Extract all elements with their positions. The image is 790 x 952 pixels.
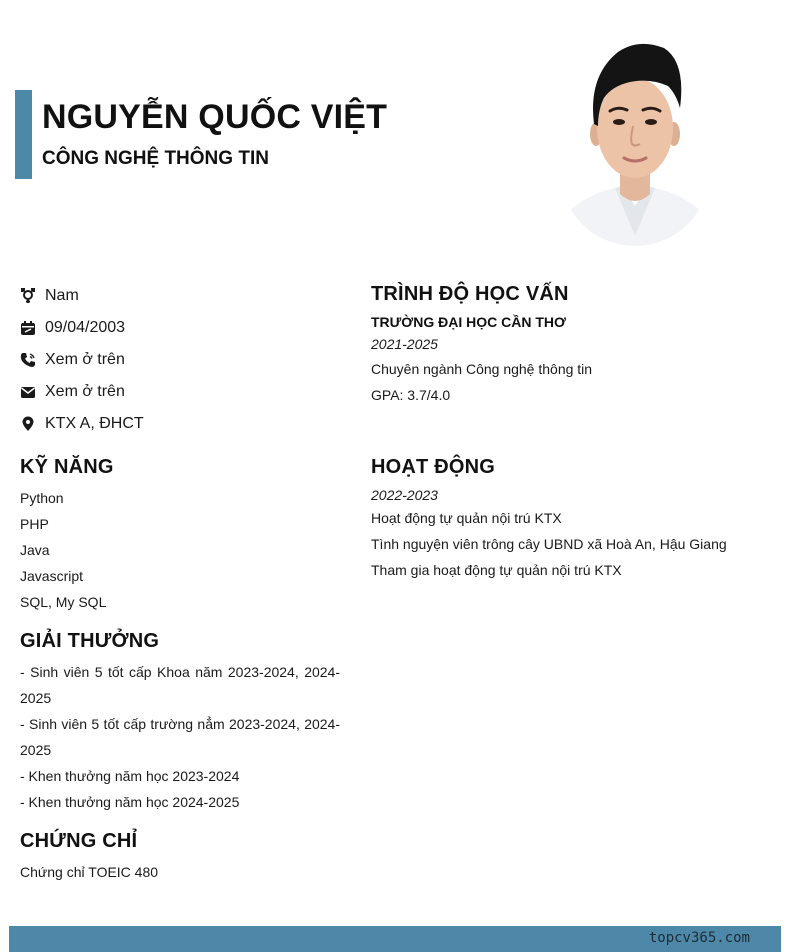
award-item: - Khen thưởng năm học 2024-2025 [20, 794, 240, 810]
email-icon [20, 384, 36, 400]
awards-title: GIẢI THƯỞNG [20, 630, 160, 652]
watermark-text: topcv365.com [648, 930, 750, 946]
education-detail: GPA: 3.7/4.0 [371, 387, 451, 403]
skill-item: PHP [20, 516, 49, 532]
skill-item: Java [20, 542, 50, 558]
gender-value: Nam [45, 287, 79, 304]
birthday-value: 09/04/2003 [45, 319, 126, 336]
certificates-section [20, 829, 340, 885]
right-column [371, 282, 771, 583]
contact-address [20, 408, 340, 440]
contact-phone [20, 344, 340, 376]
phone-value: Xem ở trên [45, 351, 125, 368]
location-icon [20, 416, 36, 432]
certificates-title: CHỨNG CHỈ [20, 830, 138, 852]
skills-section [20, 455, 340, 615]
award-item: - Sinh viên 5 tốt cấp trường nẳm 2023-2024, 2024-2025 [20, 716, 340, 758]
activity-item: Tham gia hoạt động tự quản nội trú KTX [371, 562, 622, 578]
education-detail: Chuyên ngành Công nghệ thông tin [371, 361, 593, 377]
email-value: Xem ở trên [45, 383, 125, 400]
education-title: TRÌNH ĐỘ HỌC VẤN [371, 283, 569, 305]
awards-section [20, 629, 340, 815]
skill-item: SQL, My SQL [20, 594, 107, 610]
activity-item: Hoạt động tự quản nội trú KTX [371, 510, 562, 526]
activity-item: Tình nguyện viên trông cây UBND xã Hoà An, Hậu Giang [371, 536, 727, 552]
activities-title: HOẠT ĐỘNG [371, 456, 496, 478]
header-accent-bar [15, 90, 32, 179]
candidate-name: NGUYỄN QUỐC VIỆT [42, 98, 388, 136]
education-section [371, 282, 771, 455]
calendar-icon [20, 320, 36, 336]
award-item: - Sinh viên 5 tốt cấp Khoa năm 2023-2024, 2024-2025 [20, 664, 340, 706]
profile-photo [560, 36, 710, 246]
school-name: TRƯỜNG ĐẠI HỌC CẦN THƠ [371, 314, 566, 330]
skill-item: Javascript [20, 568, 84, 584]
education-period: 2021-2025 [371, 336, 438, 352]
gender-icon [20, 288, 36, 304]
contact-birthday [20, 312, 340, 344]
activities-period: 2022-2023 [371, 487, 438, 503]
contact-info [20, 280, 340, 440]
award-item: - Khen thưởng năm học 2023-2024 [20, 768, 240, 784]
contact-email [20, 376, 340, 408]
left-column [20, 455, 340, 885]
activities-section [371, 455, 771, 583]
skill-item: Python [20, 490, 64, 506]
skills-title: KỸ NĂNG [20, 456, 114, 478]
certificate-item: Chứng chỉ TOEIC 480 [20, 864, 159, 880]
footer-bar [9, 926, 781, 952]
candidate-job-title: CÔNG NGHỆ THÔNG TIN [42, 148, 269, 169]
phone-icon [20, 352, 36, 368]
contact-gender [20, 280, 340, 312]
address-value: KTX A, ĐHCT [45, 415, 144, 432]
